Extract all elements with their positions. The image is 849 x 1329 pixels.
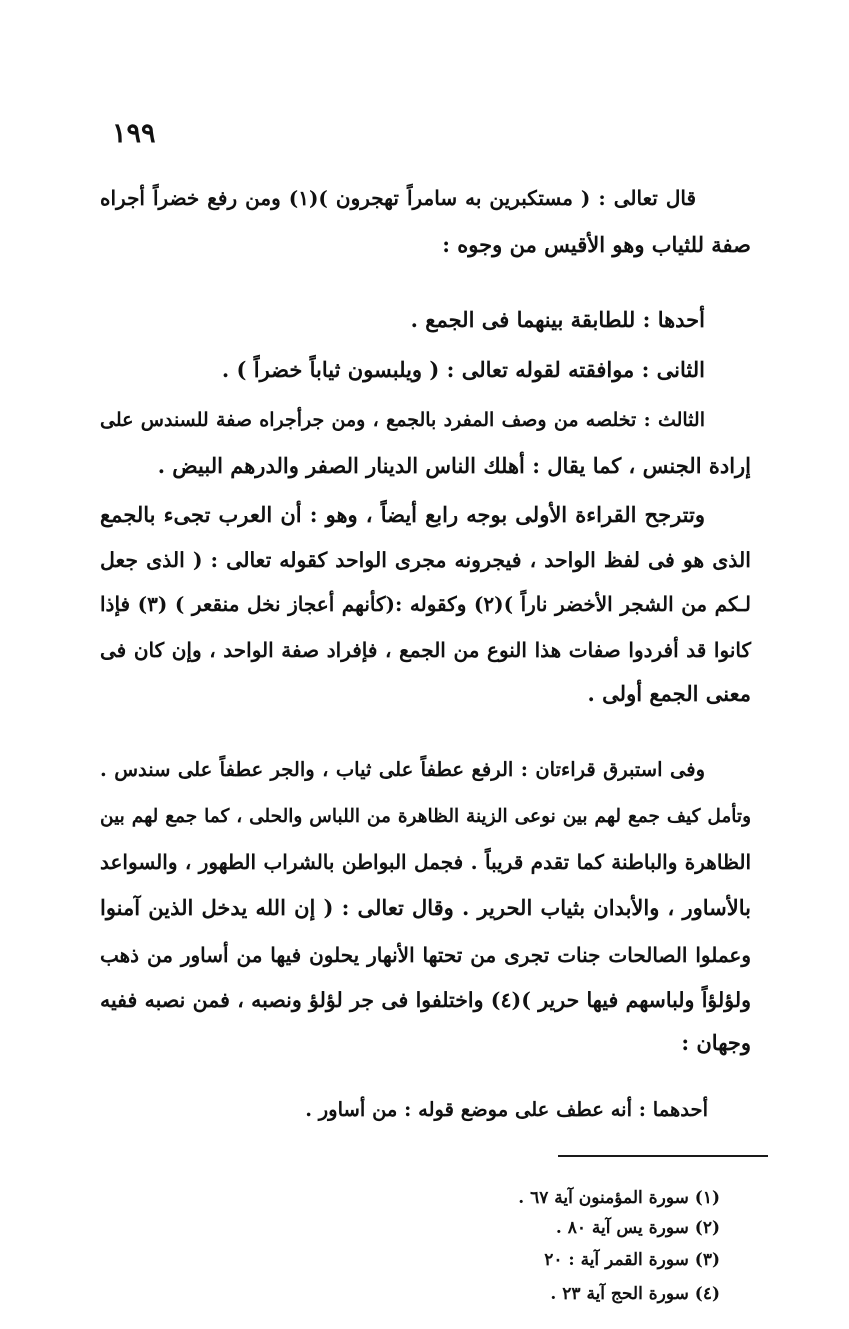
text-line: وفى استبرق قراءتان : الرفع عطفاً على ثياب ، والجر عطفاً على سندس . [100,758,705,781]
footnote: (٣) سورة القمر آية : ٢٠ [544,1250,720,1270]
text-line: الظاهرة والباطنة كما تقدم قريباً . فجمل البواطن بالشراب الطهور ، والسواعد [100,850,751,874]
footnote: (٢) سورة يس آية ٨٠ . [555,1218,720,1238]
text-line: وعملوا الصالحات جنات تجرى من تحتها الأنهار يحلون فيها من أساور من ذهب [100,943,751,967]
text-line: وجهان : [681,1030,751,1055]
text-line: أحدها : للطابقة بينهما فى الجمع . [410,307,705,332]
text-line: الذى هو فى لفظ الواحد ، فيجرونه مجرى الواحد كقوله تعالى : ( الذى جعل [100,548,751,572]
page-number: ١٩٩ [112,118,156,149]
footnote-separator [558,1155,768,1157]
text-line: وتأمل كيف جمع لهم بين نوعى الزينة الظاهرة من اللباس والحلى ، كما جمع لهم بين [100,806,751,827]
text-line: إرادة الجنس ، كما يقال : أهلك الناس الدينار الصفر والدرهم البيض . [157,453,751,478]
text-line: الثانى : موافقته لقوله تعالى : ( ويلبسون ثياباً خضراً ) . [221,357,705,382]
footnote: (١) سورة المؤمنون آية ٦٧ . [518,1188,720,1208]
text-line: معنى الجمع أولى . [587,681,751,706]
text-line: الثالث : تخلصه من وصف المفرد بالجمع ، ومن جرأجراه صفة للسندس على [100,409,705,431]
text-line: قال تعالى : ( مستكبرين به سامراً تهجرون )(١) ومن رفع خضراً أجراه [100,186,697,210]
text-line: ولؤلؤاً ولباسهم فيها حرير )(٤) واختلفوا فى جر لؤلؤ ونصبه ، فمن نصبه ففيه [100,988,752,1012]
text-line: وتترجح القراءة الأولى بوجه رابع أيضاً ، وهو : أن العرب تجىء بالجمع [100,502,705,527]
text-line: كانوا قد أفردوا صفات هذا النوع من الجمع ، فإفراد صفة الواحد ، وإن كان فى [100,638,752,662]
text-line: لـكم من الشجر الأخضر ناراً )(٢) وكقوله :(كأنهم أعجاز نخل منقعر ) (٣) فإذا [100,592,751,616]
footnote: (٤) سورة الحج آية ٢٣ . [550,1284,720,1304]
text-line: صفة للثياب وهو الأقيس من وجوه : [442,232,751,257]
text-line: بالأساور ، والأبدان بثياب الحرير . وقال تعالى : ( إن الله يدخل الذين آمنوا [100,895,751,920]
text-line: أحدهما : أنه عطف على موضع قوله : من أساور . [305,1098,708,1121]
